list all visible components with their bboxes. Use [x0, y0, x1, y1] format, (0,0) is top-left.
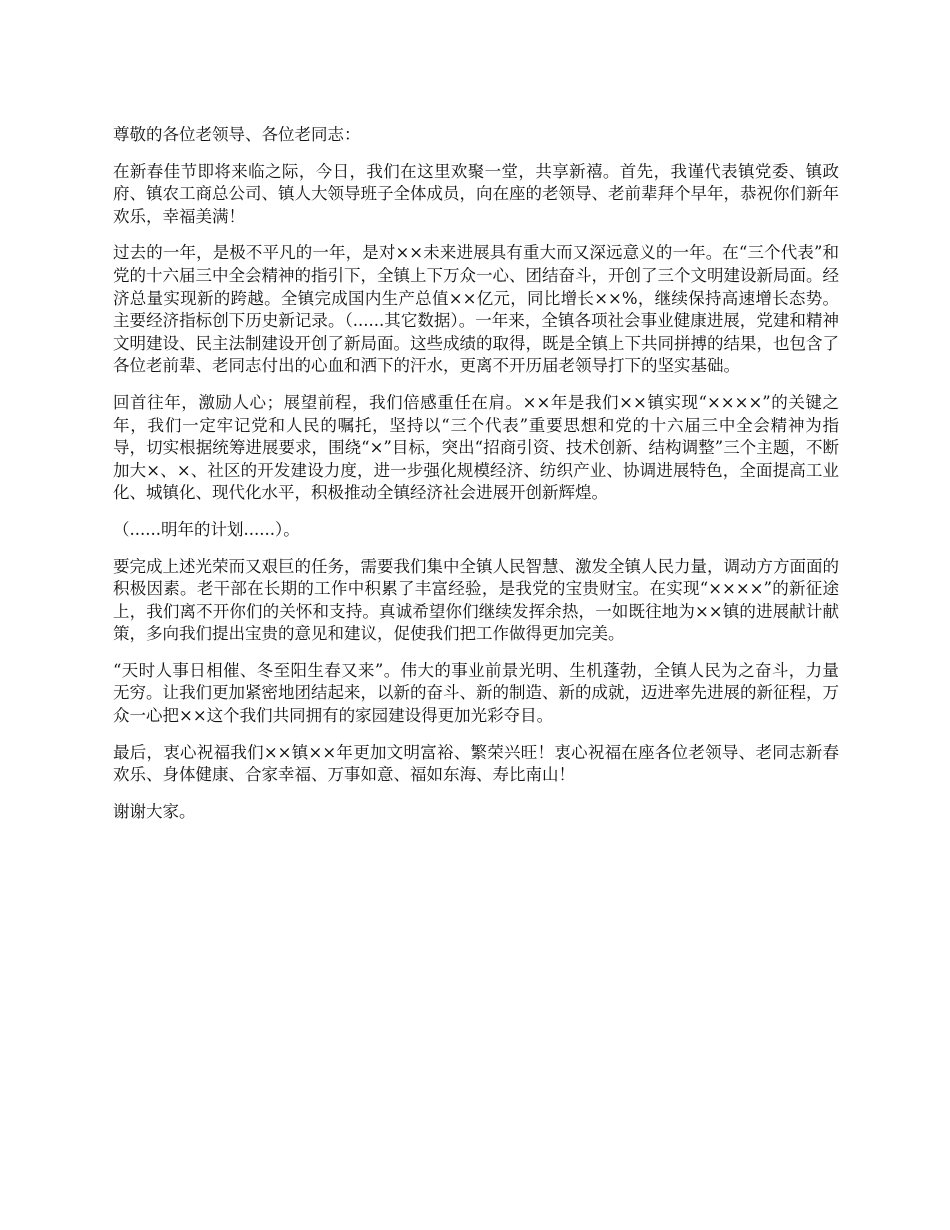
document-body [113, 124, 839, 837]
paragraph-plan-placeholder: （......明年的计划......）。 [113, 519, 300, 539]
paragraph-past-year: 过去的一年，是极不平凡的一年，是对××未来进展具有重大而又深远意义的一年。在“三个代表”和党的十六届三中全会精神的指引下，全镇上下万众一心、团结奋斗，开创了三个文明建设新局面。经济总量实现新的跨越。全镇完成国内生产总值××亿元，同比增长××%，继续保持高速增长态势。主要经济指标创下历史新记录。（......其它数据）。一年来，全镇各项社会事业健康进展，党建和精神文明建设、民主法制建设开创了新局面。这些成绩的取得，既是全镇上下共同拼搏的结果，也包含了各位老前辈、老同志付出的心血和洒下的汗水，更离不开历届老领导打下的坚实基础。 [113, 243, 839, 376]
paragraph-greeting: 在新春佳节即将来临之际，今日，我们在这里欢聚一堂，共享新禧。首先，我谨代表镇党委、镇政府、镇农工商总公司、镇人大领导班子全体成员，向在座的老领导、老前辈拜个早年，恭祝你们新年欢乐，幸福美满！ [113, 161, 839, 226]
paragraph-appeal: 要完成上述光荣而又艰巨的任务，需要我们集中全镇人民智慧、激发全镇人民力量，调动方方面面的积极因素。老干部在长期的工作中积累了丰富经验，是我党的宝贵财宝。在实现“××××”的新征途上，我们离不开你们的关怀和支持。真诚希望你们继续发挥余热，一如既往地为××镇的进展献计献策，多向我们提出宝贵的意见和建议，促使我们把工作做得更加完美。 [113, 556, 839, 644]
paragraph-outlook: 回首往年，激励人心；展望前程，我们倍感重任在肩。××年是我们××镇实现“××××”的关键之年，我们一定牢记党和人民的嘱托，坚持以“三个代表”重要思想和党的十六届三中全会精神为指导，切实根据统筹进展要求，围绕“×”目标，突出“招商引资、技术创新、结构调整”三个主题，不断加大×、×、社区的开发建设力度，进一步强化规模经济、纺织产业、协调进展特色，全面提高工业化、城镇化、现代化水平，积极推动全镇经济社会进展开创新辉煌。 [113, 392, 839, 503]
paragraph-rally: “天时人事日相催、冬至阳生春又来”。伟大的事业前景光明、生机蓬勃，全镇人民为之奋斗，力量无穷。让我们更加紧密地团结起来，以新的奋斗、新的制造、新的成就，迈进率先进展的新征程，万众一心把××这个我们共同拥有的家园建设得更加光彩夺目。 [113, 660, 839, 726]
salutation: 尊敬的各位老领导、各位老同志： [113, 125, 361, 144]
paragraph-blessing: 最后，衷心祝福我们××镇××年更加文明富裕、繁荣兴旺！衷心祝福在座各位老领导、老同志新春欢乐、身体健康、合家幸福、万事如意、福如东海、寿比南山！ [113, 742, 839, 785]
closing: 谢谢大家。 [113, 801, 196, 821]
